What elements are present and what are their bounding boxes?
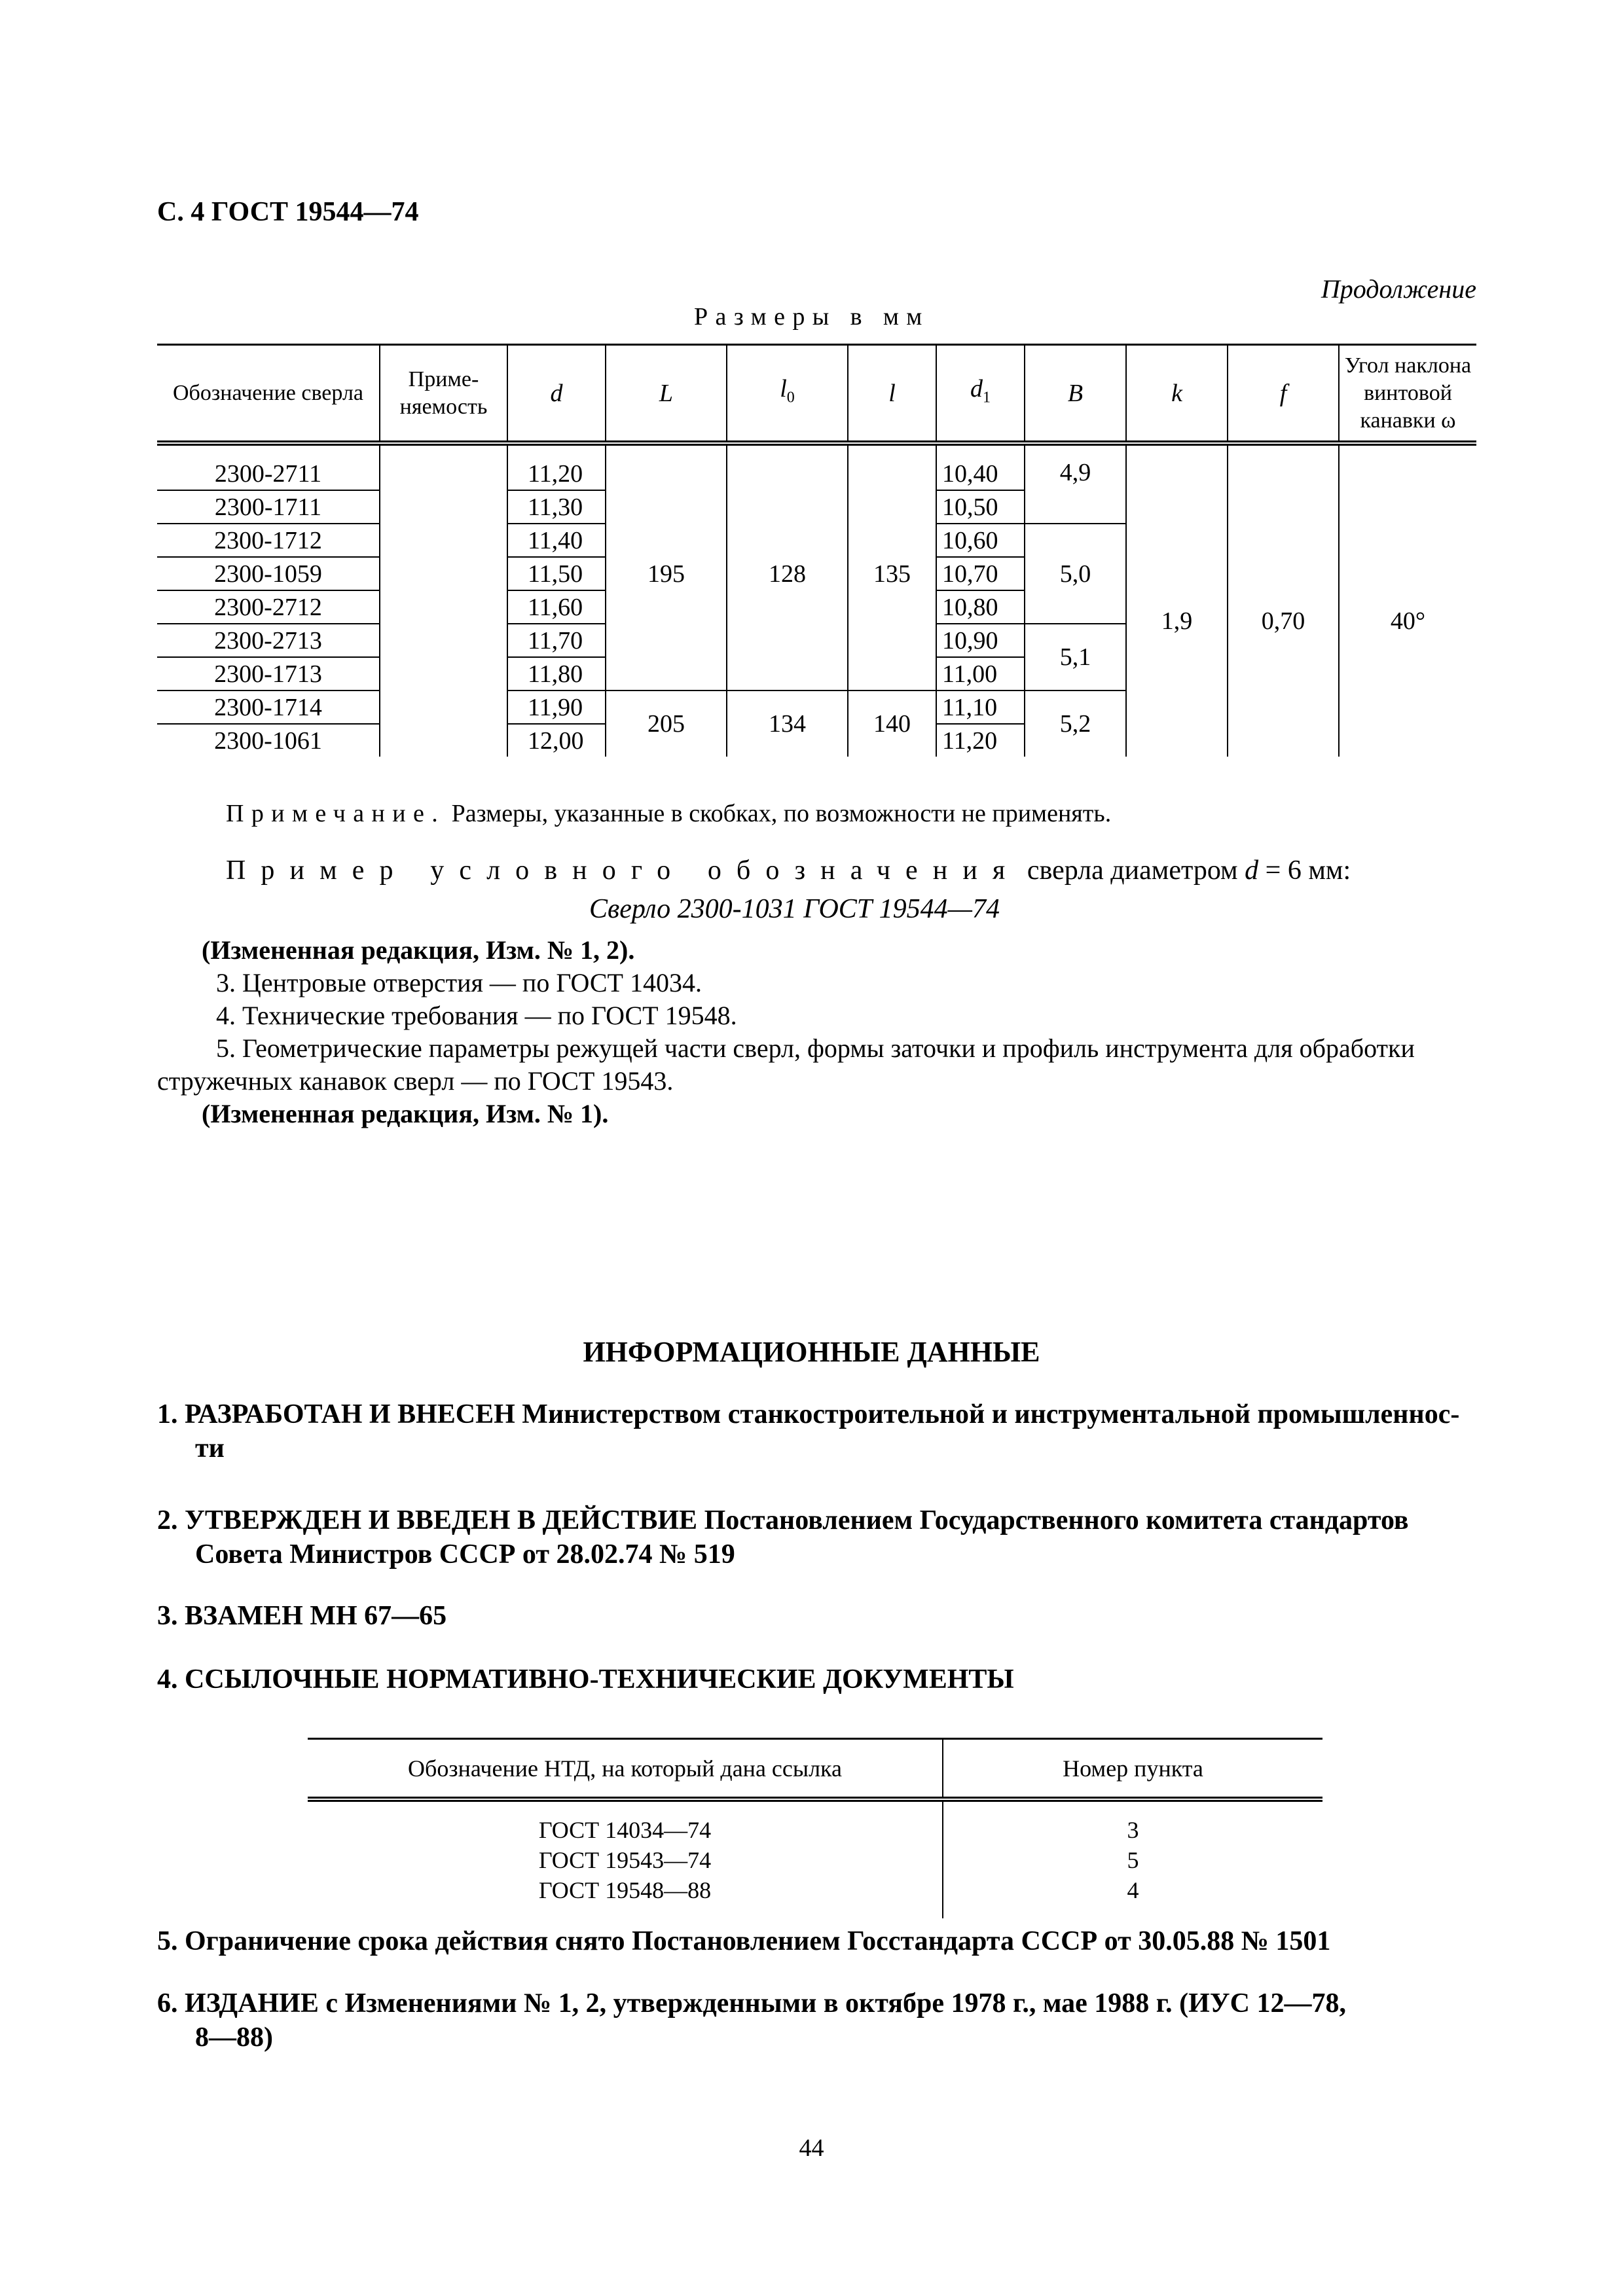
d-cell: 11,30 xyxy=(507,490,606,524)
header-k: k xyxy=(1126,345,1228,444)
l-cell: 140 xyxy=(848,691,936,757)
d-cell: 11,40 xyxy=(507,524,606,557)
ref-doc-cell: ГОСТ 19548—88 xyxy=(308,1875,943,1918)
ref-item-cell: 3 xyxy=(1127,1817,1139,1843)
designation-cell: 2300-1059 xyxy=(157,557,380,590)
d-cell: 11,80 xyxy=(507,657,606,691)
B-cell: 5,1 xyxy=(1025,624,1126,691)
designation-example: Пример условного обозначения сверла диаметром d = 6 мм: xyxy=(226,855,1351,886)
units-caption: Размеры в мм xyxy=(694,303,930,331)
info-title: ИНФОРМАЦИОННЫЕ ДАННЫЕ xyxy=(583,1336,1040,1368)
B-cell: 4,9 xyxy=(1025,443,1126,524)
page-reference: С. 4 ГОСТ 19544—74 xyxy=(157,197,419,227)
l0-cell: 128 xyxy=(727,443,848,691)
angle-cell: 40° xyxy=(1339,443,1476,757)
header-l: l xyxy=(848,345,936,444)
header-d: d xyxy=(507,345,606,444)
d1-cell: 11,10 xyxy=(936,691,1025,724)
designation-cell: 2300-1712 xyxy=(157,524,380,557)
info-item-2: 2. УТВЕРЖДЕН И ВВЕДЕН В ДЕЙСТВИЕ Постановлением Государственного комитета стандартов Совета Министров СССР от 28.02.74 № 519 xyxy=(157,1505,1409,1570)
d1-cell: 10,70 xyxy=(936,557,1025,590)
d-cell: 11,50 xyxy=(507,557,606,590)
ref-header-doc: Обозначение НТД, на который дана ссылка xyxy=(308,1739,943,1800)
d1-cell: 10,60 xyxy=(936,524,1025,557)
item-5: 5. Геометрические параметры режущей части сверл, формы заточки и профиль инструмента для обработки стружечных канавок сверл — по ГОСТ 19543. xyxy=(157,1033,1415,1096)
header-B: B xyxy=(1025,345,1126,444)
info-item-3: 3. ВЗАМЕН МН 67—65 xyxy=(157,1601,447,1631)
B-cell: 5,0 xyxy=(1025,524,1126,624)
ref-doc-cell: ГОСТ 14034—74 xyxy=(308,1799,943,1845)
header-angle: Угол наклона винтовой канавки ω xyxy=(1339,345,1476,444)
info-item-6: 6. ИЗДАНИЕ с Изменениями № 1, 2, утвержденными в октябре 1978 г., мае 1988 г. (ИУС 12—78, 8—88) xyxy=(157,1988,1346,2053)
amendment-note: (Измененная редакция, Изм. № 1). xyxy=(202,1099,609,1128)
info-item-1: 1. РАЗРАБОТАН И ВНЕСЕН Министерством станкостроительной и инструментальной промышленнос- ти xyxy=(157,1399,1460,1463)
d1-cell: 10,80 xyxy=(936,590,1025,624)
k-cell: 1,9 xyxy=(1126,443,1228,757)
table-note: Примечание. Размеры, указанные в скобках, по возможности не применять. xyxy=(226,800,1112,827)
designation-cell: 2300-1714 xyxy=(157,691,380,724)
designation-cell: 2300-2712 xyxy=(157,590,380,624)
ref-doc-cell: ГОСТ 19543—74 xyxy=(308,1845,943,1875)
ref-header-row xyxy=(308,1739,1322,1800)
drill-dimensions-table xyxy=(157,344,1476,757)
L-cell: 205 xyxy=(606,691,727,757)
d1-cell: 10,90 xyxy=(936,624,1025,657)
example-designation: Сверло 2300-1031 ГОСТ 19544—74 xyxy=(589,894,1000,924)
d-cell: 12,00 xyxy=(507,724,606,757)
continuation-label: Продолжение xyxy=(1321,274,1476,304)
designation-cell: 2300-1713 xyxy=(157,657,380,691)
designation-cell: 2300-1711 xyxy=(157,490,380,524)
L-cell: 195 xyxy=(606,443,727,691)
ref-item-cell: 5 xyxy=(1127,1847,1139,1873)
header-L: L xyxy=(606,345,727,444)
d1-cell: 11,20 xyxy=(936,724,1025,757)
d1-cell: 11,00 xyxy=(936,657,1025,691)
header-d1: $d_1$ xyxy=(936,345,1025,444)
page-number: 44 xyxy=(799,2134,824,2162)
f-cell: 0,70 xyxy=(1228,443,1339,757)
header-applicability: Приме-няемость xyxy=(380,345,507,444)
item-4: 4. Технические требования — по ГОСТ 19548. xyxy=(216,1001,737,1030)
designation-cell: 2300-1061 xyxy=(214,726,322,755)
applicability-cell xyxy=(380,443,507,757)
table-row xyxy=(308,1799,1322,1845)
d1-cell: 10,40 xyxy=(936,443,1025,490)
table-row xyxy=(308,1875,1322,1918)
amendment-note: (Измененная редакция, Изм. № 1, 2). xyxy=(202,935,635,965)
header-designation: Обозначение сверла xyxy=(157,345,380,444)
table-row xyxy=(157,443,1476,490)
ref-item-cell: 4 xyxy=(1127,1877,1139,1903)
designation-cell: 2300-2713 xyxy=(157,624,380,657)
reference-documents-table xyxy=(308,1738,1322,1918)
designation-cell: 2300-2711 xyxy=(157,443,380,490)
B-cell: 5,2 xyxy=(1025,691,1126,757)
l0-cell: 134 xyxy=(727,691,848,757)
header-f: f xyxy=(1228,345,1339,444)
d-cell: 11,60 xyxy=(507,590,606,624)
d1-cell: 10,50 xyxy=(936,490,1025,524)
l-cell: 135 xyxy=(848,443,936,691)
ref-header-item: Номер пункта xyxy=(943,1739,1322,1800)
info-item-5: 5. Ограничение срока действия снято Постановлением Госстандарта СССР от 30.05.88 № 1501 xyxy=(157,1926,1331,1956)
table-header-row xyxy=(157,345,1476,444)
header-l0: $l_0$ xyxy=(727,345,848,444)
d-cell: 11,90 xyxy=(507,691,606,724)
d-cell: 11,70 xyxy=(507,624,606,657)
item-3: 3. Центровые отверстия — по ГОСТ 14034. xyxy=(216,968,702,997)
d-cell: 11,20 xyxy=(507,443,606,490)
info-item-4: 4. ССЫЛОЧНЫЕ НОРМАТИВНО-ТЕХНИЧЕСКИЕ ДОКУМЕНТЫ xyxy=(157,1664,1014,1695)
table-row xyxy=(308,1845,1322,1875)
